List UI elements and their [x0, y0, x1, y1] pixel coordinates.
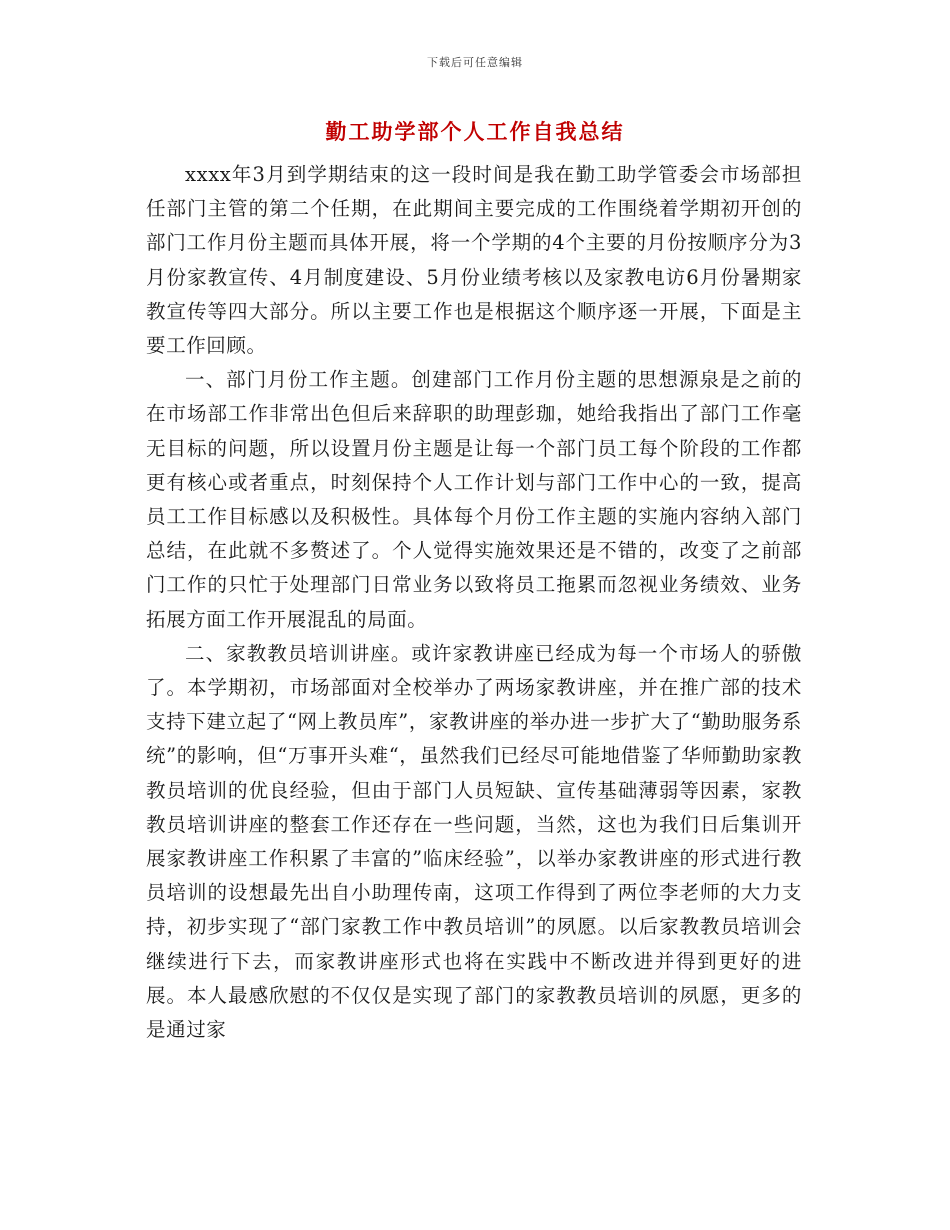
paragraph-section-2: 二、家教教员培训讲座。或许家教讲座已经成为每一个市场人的骄傲了。本学期初，市场部面对全校举办了两场家教讲座，并在推广部的技术支持下建立起了“网上教员库”，家教讲座的举办进一步扩大了“勤助服务系统”的影响，但“万事开头难“，虽然我们已经尽可能地借鉴了华师勤助家教教员培训的优良经验，但由于部门人员短缺、宣传基础薄弱等因素，家教教员培训讲座的整套工作还存在一些问题，当然，这也为我们日后集训开展家教讲座工作积累了丰富的”临床经验”，以举办家教讲座的形式进行教员培训的设想最先出自小助理传南，这项工作得到了两位李老师的大力支持，初步实现了“部门家教工作中教员培训”的夙愿。以后家教教员培训会继续进行下去，而家教讲座形式也将在实践中不断改进并得到更好的进展。本人最感欣慰的不仅仅是实现了部门的家教教员培训的夙愿，更多的是通过家 [146, 641, 802, 1042]
page-header-note: 下载后可任意编辑 [427, 56, 523, 69]
paragraph-section-1: 一、部门月份工作主题。创建部门工作月份主题的思想源泉是之前的在市场部工作非常出色但后来辞职的助理彭珈，她给我指出了部门工作毫无目标的问题，所以设置月份主题是让每一个部门员工每个阶段的工作都更有核心或者重点，时刻保持个人工作计划与部门工作中心的一致，提高员工工作目标感以及积极性。具体每个月份工作主题的实施内容纳入部门总结，在此就不多赘述了。个人觉得实施效果还是不错的，改变了之前部门工作的只忙于处理部门日常业务以致将员工拖累而忽视业务绩效、业务拓展方面工作开展混乱的局面。 [146, 368, 802, 631]
document-title: 勤工助学部个人工作自我总结 [325, 119, 625, 144]
document-body [146, 158, 802, 1047]
paragraph-intro: xxxx年3月到学期结束的这一段时间是我在勤工助学管委会市场部担任部门主管的第二个任期，在此期间主要完成的工作围绕着学期初开创的部门工作月份主题而具体开展，将一个学期的4个主要的月份按顺序分为3月份家教宣传、4月制度建设、5月份业绩考核以及家教电访6月份暑期家教宣传等四大部分。所以主要工作也是根据这个顺序逐一开展，下面是主要工作回顾。 [146, 163, 802, 358]
